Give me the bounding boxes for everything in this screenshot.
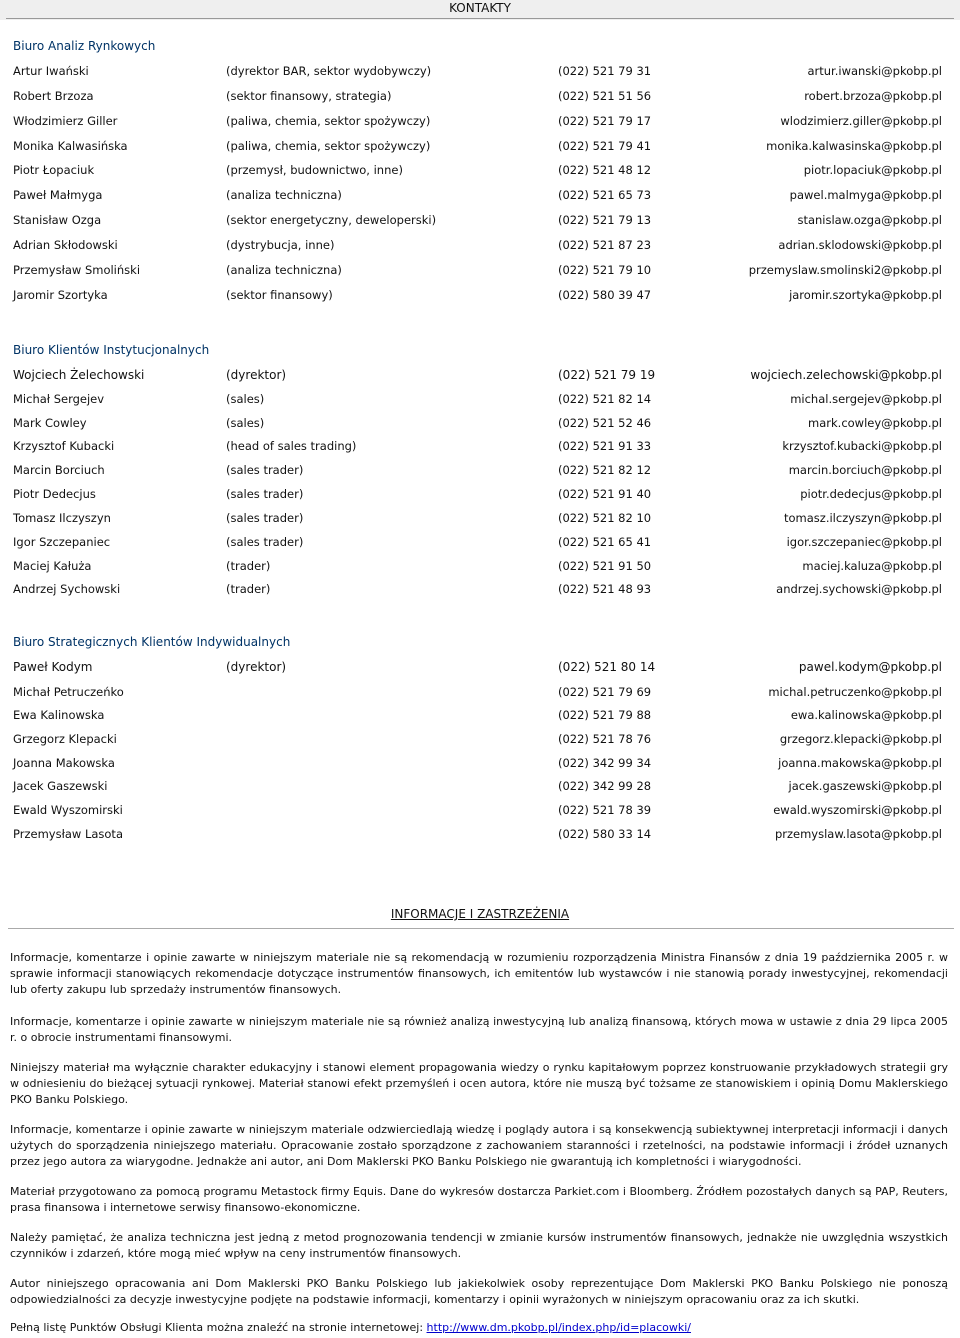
contact-name: Krzysztof Kubacki <box>13 439 115 453</box>
contact-phone: (022) 521 52 46 <box>558 416 652 430</box>
contact-name: Joanna Makowska <box>13 756 115 770</box>
contact-email[interactable]: krzysztof.kubacki@pkobp.pl <box>782 439 942 453</box>
contact-name: Tomasz Ilczyszyn <box>13 511 111 525</box>
contact-email[interactable]: pawel.malmyga@pkobp.pl <box>789 188 942 202</box>
contact-email[interactable]: ewald.wyszomirski@pkobp.pl <box>773 803 942 817</box>
contact-row <box>13 534 942 550</box>
contact-role: (sales trader) <box>226 535 304 549</box>
contact-role: (sektor finansowy) <box>226 288 333 302</box>
contact-name: Paweł Małmyga <box>13 188 103 202</box>
contact-email[interactable]: joanna.makowska@pkobp.pl <box>778 756 942 770</box>
contact-name: Michał Petruczeńko <box>13 685 124 699</box>
contact-role: (trader) <box>226 559 271 573</box>
info-title: INFORMACJE I ZASTRZEŻENIA <box>390 907 570 921</box>
info-divider <box>8 928 954 929</box>
contact-role: (przemysł, budownictwo, inne) <box>226 163 403 177</box>
contact-phone: (022) 521 79 19 <box>558 368 656 382</box>
contact-phone: (022) 580 33 14 <box>558 827 652 841</box>
contact-name: Jaromir Szortyka <box>13 288 108 302</box>
footer-text: Pełną listę Punktów Obsługi Klienta można znaleźć na stronie internetowej: <box>10 1321 427 1334</box>
contact-email[interactable]: pawel.kodym@pkobp.pl <box>798 660 942 674</box>
contact-phone: (022) 521 65 41 <box>558 535 652 549</box>
contact-row <box>13 731 942 747</box>
contact-email[interactable]: przemyslaw.lasota@pkobp.pl <box>774 827 942 841</box>
contact-phone: (022) 580 39 47 <box>558 288 652 302</box>
contact-row <box>13 415 942 431</box>
contact-email[interactable]: adrian.sklodowski@pkobp.pl <box>778 238 942 252</box>
contact-email[interactable]: monika.kalwasinska@pkobp.pl <box>766 139 942 153</box>
contact-role: (analiza techniczna) <box>226 188 342 202</box>
contact-role: (paliwa, chemia, sektor spożywczy) <box>226 114 431 128</box>
contact-phone: (022) 521 82 14 <box>558 392 652 406</box>
contact-name: Artur Iwański <box>13 64 89 78</box>
contact-row <box>13 138 942 154</box>
contact-email[interactable]: wojciech.zelechowski@pkobp.pl <box>750 368 942 382</box>
contact-phone: (022) 521 51 56 <box>558 89 652 103</box>
contact-role: (dyrektor) <box>226 368 287 382</box>
contact-phone: (022) 521 82 12 <box>558 463 652 477</box>
contact-phone: (022) 521 48 93 <box>558 582 652 596</box>
contact-name: Paweł Kodym <box>13 660 93 674</box>
contact-name: Marcin Borciuch <box>13 463 105 477</box>
contact-role: (sales) <box>226 416 265 430</box>
contact-email[interactable]: artur.iwanski@pkobp.pl <box>807 64 942 78</box>
contact-role: (sales trader) <box>226 487 304 501</box>
contact-row <box>13 659 942 675</box>
contact-name: Przemysław Smoliński <box>13 263 141 277</box>
contact-role: (sales) <box>226 392 265 406</box>
contact-phone: (022) 521 78 39 <box>558 803 652 817</box>
contact-row <box>13 438 942 454</box>
contact-phone: (022) 521 82 10 <box>558 511 652 525</box>
section-title: Biuro Analiz Rynkowych <box>13 39 156 53</box>
contact-row <box>13 558 942 574</box>
contact-email[interactable]: jacek.gaszewski@pkobp.pl <box>788 779 942 793</box>
contact-role: (trader) <box>226 582 271 596</box>
contact-email[interactable]: wlodzimierz.giller@pkobp.pl <box>780 114 942 128</box>
disclaimer-paragraph: Materiał przygotowano za pomocą programu Metastock firmy Equis. Dane do wykresów dostarcza Parkiet.com i Bloomberg. Źródłem pozostałych danych są PAP, Reuters, prasa finansowa i internetowe serwisy finansowo-ekonomiczne. <box>10 1185 948 1214</box>
section-title: Biuro Strategicznych Klientów Indywidualnych <box>13 635 291 649</box>
contact-phone: (022) 521 79 88 <box>558 708 652 722</box>
contact-name: Piotr Łopaciuk <box>13 163 95 177</box>
contact-row <box>13 826 942 842</box>
contact-role: (sales trader) <box>226 463 304 477</box>
contact-role: (sektor finansowy, strategia) <box>226 89 392 103</box>
contact-row <box>13 707 942 723</box>
contact-name: Maciej Kałuża <box>13 559 92 573</box>
contact-phone: (022) 521 65 73 <box>558 188 652 202</box>
contact-name: Grzegorz Klepacki <box>13 732 117 746</box>
contact-phone: (022) 521 79 10 <box>558 263 652 277</box>
contact-phone: (022) 521 79 31 <box>558 64 652 78</box>
header-divider <box>6 18 954 19</box>
contact-role: (paliwa, chemia, sektor spożywczy) <box>226 139 431 153</box>
contact-email[interactable]: grzegorz.klepacki@pkobp.pl <box>779 732 942 746</box>
contact-row <box>13 581 942 597</box>
contact-role: (sales trader) <box>226 511 304 525</box>
contact-email[interactable]: mark.cowley@pkobp.pl <box>808 416 942 430</box>
contact-role: (head of sales trading) <box>226 439 357 453</box>
contact-name: Stanisław Ozga <box>13 213 102 227</box>
contact-row <box>13 802 942 818</box>
page-title: KONTAKTY <box>449 1 511 15</box>
contact-role: (dyrektor BAR, sektor wydobywczy) <box>226 64 432 78</box>
contact-name: Jacek Gaszewski <box>13 779 108 793</box>
contact-row <box>13 367 942 383</box>
contact-name: Mark Cowley <box>13 416 87 430</box>
contact-row <box>13 755 942 771</box>
contact-email[interactable]: piotr.dedecjus@pkobp.pl <box>800 487 942 501</box>
contact-phone: (022) 521 79 69 <box>558 685 652 699</box>
contact-email[interactable]: marcin.borciuch@pkobp.pl <box>788 463 942 477</box>
disclaimer-paragraph: Autor niniejszego opracowania ani Dom Maklerski PKO Banku Polskiego lub jakiekolwiek osoby reprezentujące Dom Maklerski PKO Banku Polskiego nie ponoszą odpowiedzialności za decyzje inwestycyjne podjęte na podstawie informacji, komentarzy i opinii wyrażonych w niniejszym opracowaniu oraz za ich skutki. <box>10 1277 948 1306</box>
contact-name: Andrzej Sychowski <box>13 582 121 596</box>
placowki-link[interactable]: http://www.dm.pkobp.pl/index.php/id=placowki/ <box>426 1321 691 1334</box>
contact-row <box>13 684 942 700</box>
contact-email[interactable]: maciej.kaluza@pkobp.pl <box>802 559 942 573</box>
contact-role: (analiza techniczna) <box>226 263 342 277</box>
contact-name: Ewald Wyszomirski <box>13 803 123 817</box>
contact-name: Robert Brzoza <box>13 89 94 103</box>
contact-row <box>13 391 942 407</box>
contact-name: Ewa Kalinowska <box>13 708 105 722</box>
contact-name: Włodzimierz Giller <box>13 114 118 128</box>
contact-phone: (022) 521 79 17 <box>558 114 652 128</box>
contact-row <box>13 237 942 253</box>
contact-row <box>13 287 942 303</box>
contact-row <box>13 88 942 104</box>
contact-row <box>13 262 942 278</box>
contact-name: Przemysław Lasota <box>13 827 123 841</box>
contact-phone: (022) 521 91 40 <box>558 487 652 501</box>
section-title: Biuro Klientów Instytucjonalnych <box>13 343 210 357</box>
contact-row <box>13 462 942 478</box>
contact-phone: (022) 521 79 13 <box>558 213 652 227</box>
contact-email[interactable]: ewa.kalinowska@pkobp.pl <box>790 708 942 722</box>
contact-row <box>13 162 942 178</box>
contact-phone: (022) 521 78 76 <box>558 732 652 746</box>
contact-phone: (022) 521 48 12 <box>558 163 652 177</box>
contact-email[interactable]: igor.szczepaniec@pkobp.pl <box>786 535 942 549</box>
contact-email[interactable]: stanislaw.ozga@pkobp.pl <box>797 213 942 227</box>
contact-email[interactable]: przemyslaw.smolinski2@pkobp.pl <box>748 263 942 277</box>
disclaimer-paragraph: Niniejszy materiał ma wyłącznie charakter edukacyjny i stanowi element propagowania wiedzy o rynku kapitałowym poprzez konstruowanie przykładowych strategii gry w odniesieniu do bieżącej sytuacji rynkowej. Materiał stanowi efekt przemyśleń i ocen autora, które nie muszą być tożsame ze stanowiskiem i opinią Domu Maklerskiego PKO Banku Polskiego. <box>10 1061 948 1106</box>
contact-role: (dystrybucja, inne) <box>226 238 335 252</box>
contact-email[interactable]: robert.brzoza@pkobp.pl <box>804 89 942 103</box>
disclaimer-paragraph: Informacje, komentarze i opinie zawarte w niniejszym materiale nie są rekomendacją w rozumieniu rozporządzenia Ministra Finansów z dnia 19 października 2005 r. w sprawie informacji stanowiących rekomendacje dotyczące instrumentów finansowych, ich emitentów lub wystawców i nie stanowią porady inwestycyjnej, rekomendacji lub oferty zakupu lub sprzedaży instrumentów finansowych. <box>10 951 948 996</box>
contact-row <box>13 63 942 79</box>
contact-name: Wojciech Żelechowski <box>13 368 145 382</box>
contact-phone: (022) 521 91 33 <box>558 439 652 453</box>
contact-name: Michał Sergejev <box>13 392 105 406</box>
contact-phone: (022) 521 87 23 <box>558 238 652 252</box>
contact-name: Adrian Skłodowski <box>13 238 118 252</box>
contact-row <box>13 486 942 502</box>
contact-phone: (022) 521 91 50 <box>558 559 652 573</box>
contact-email[interactable]: tomasz.ilczyszyn@pkobp.pl <box>784 511 942 525</box>
disclaimer-paragraph: Należy pamiętać, że analiza techniczna jest jedną z metod prognozowania tendencji w zmianie kursów instrumentów finansowych, jednakże nie uwzględnia wszystkich czynników i zdarzeń, które mogą mieć wpływ na ceny instrumentów finansowych. <box>10 1231 948 1260</box>
contact-row <box>13 113 942 129</box>
contact-row <box>13 187 942 203</box>
contact-phone: (022) 342 99 34 <box>558 756 652 770</box>
contact-email[interactable]: jaromir.szortyka@pkobp.pl <box>789 288 942 302</box>
contact-email[interactable]: michal.sergejev@pkobp.pl <box>790 392 942 406</box>
contact-email[interactable]: piotr.lopaciuk@pkobp.pl <box>803 163 942 177</box>
contact-email[interactable]: andrzej.sychowski@pkobp.pl <box>776 582 942 596</box>
contact-role: (dyrektor) <box>226 660 287 674</box>
contact-phone: (022) 521 79 41 <box>558 139 652 153</box>
contact-name: Piotr Dedecjus <box>13 487 96 501</box>
contact-row <box>13 212 942 228</box>
footer-note <box>10 1320 691 1336</box>
contact-phone: (022) 521 80 14 <box>558 660 656 674</box>
disclaimer-paragraph: Informacje, komentarze i opinie zawarte w niniejszym materiale nie są również analizą inwestycyjną lub analizą finansową, których mowa w ustawie z dnia 29 lipca 2005 r. o obrocie instrumentami finansowymi. <box>10 1015 948 1044</box>
contact-name: Igor Szczepaniec <box>13 535 111 549</box>
contact-row <box>13 510 942 526</box>
contact-row <box>13 778 942 794</box>
disclaimer-paragraph: Informacje, komentarze i opinie zawarte w niniejszym materiale odzwierciedlają wiedzę i poglądy autora i są konsekwencją subiektywnej interpretacji informacji i danych użytych do sporządzenia niniejszego materiału. Opracowanie zostało sporządzone z zachowaniem staranności i rzetelności, na podstawie informacji i źródeł uznanych przez jego autora za wiarygodne. Jednakże ani autor, ani Dom Maklerski PKO Banku Polskiego nie gwarantują ich kompletności i wiarygodności. <box>10 1123 948 1168</box>
contact-name: Monika Kalwasińska <box>13 139 128 153</box>
contact-role: (sektor energetyczny, deweloperski) <box>226 213 437 227</box>
contact-phone: (022) 342 99 28 <box>558 779 652 793</box>
contact-email[interactable]: michal.petruczenko@pkobp.pl <box>768 685 942 699</box>
